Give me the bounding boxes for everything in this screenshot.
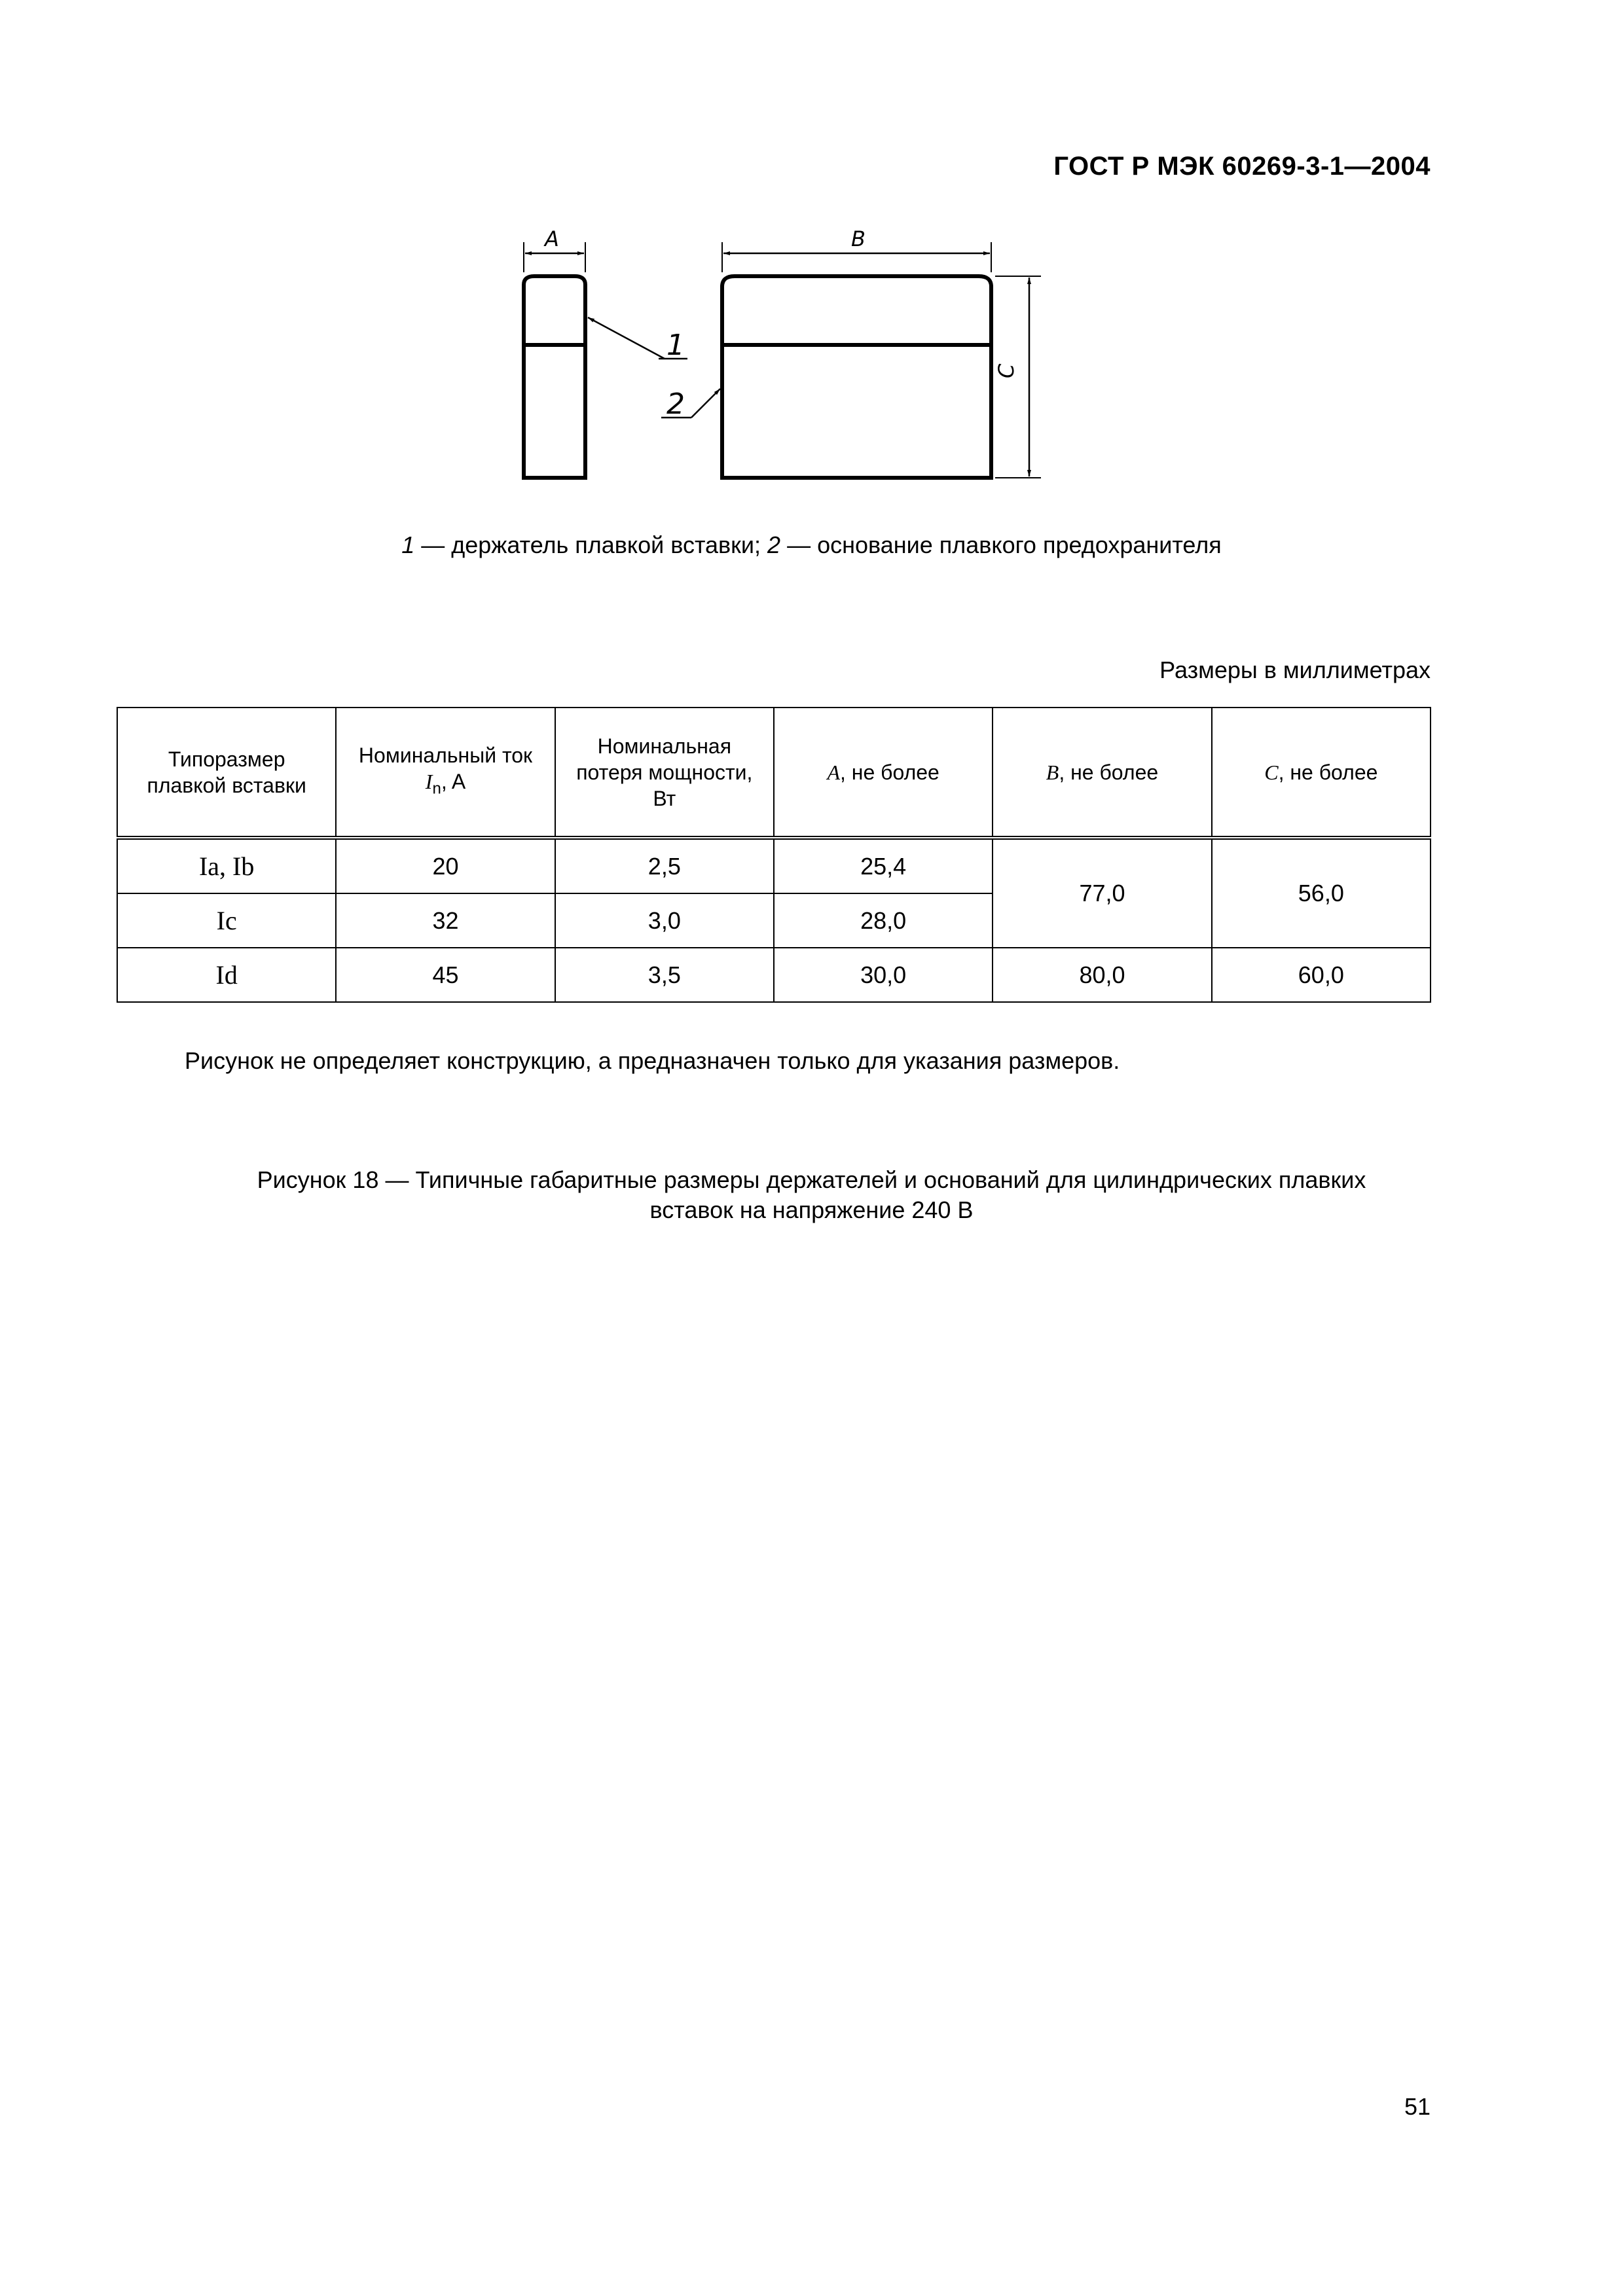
header-b-text: , не более <box>1059 760 1159 784</box>
cell-b: 80,0 <box>993 948 1211 1002</box>
header-b <box>993 708 1211 838</box>
header-current-unit: , A <box>441 769 466 793</box>
header-current <box>336 708 555 838</box>
header-power <box>555 708 774 838</box>
legend-text-2: — основание плавкого предохранителя <box>780 531 1222 558</box>
header-current-line1: Номинальный ток <box>358 743 533 767</box>
cell-current: 20 <box>336 838 555 893</box>
header-size-line2: плавкой вставки <box>147 773 306 797</box>
cell-a: 28,0 <box>774 893 993 948</box>
caption-line-2: вставок на напряжение 240 В <box>649 1196 974 1223</box>
header-size <box>117 708 336 838</box>
header-a <box>774 708 993 838</box>
header-current-symbol: I <box>425 769 433 793</box>
cell-current: 45 <box>336 948 555 1002</box>
table-row <box>117 948 1431 1002</box>
cell-size: Id <box>117 948 336 1002</box>
figure-note: Рисунок не определяет конструкцию, а предназначен только для указания размеров. <box>185 1047 1120 1074</box>
legend-number-2: 2 <box>767 531 781 558</box>
cell-c: 60,0 <box>1212 948 1431 1002</box>
marker-2-leader <box>691 389 720 418</box>
header-size-line1: Типоразмер <box>168 747 285 771</box>
cell-c-merged: 56,0 <box>1212 838 1431 948</box>
header-current-subscript: n <box>432 780 441 798</box>
dimension-a-label: A <box>545 226 559 251</box>
marker-2-label: 2 <box>666 387 685 421</box>
legend-number-1: 1 <box>401 531 415 558</box>
dimensions-table <box>117 707 1431 1003</box>
cell-size: Ic <box>117 893 336 948</box>
cell-a: 30,0 <box>774 948 993 1002</box>
fuse-base-outline <box>722 276 991 478</box>
header-a-symbol: A <box>827 760 840 784</box>
dimension-c-label: C <box>994 363 1019 378</box>
table-row <box>117 838 1431 893</box>
cell-current: 32 <box>336 893 555 948</box>
table-header-row <box>117 708 1431 838</box>
dimension-drawing <box>498 216 1061 491</box>
page-number: 51 <box>1404 2093 1431 2120</box>
cell-power: 2,5 <box>555 838 774 893</box>
header-power-line3: Вт <box>653 786 676 810</box>
figure-caption <box>0 1165 1623 1225</box>
cell-a: 25,4 <box>774 838 993 893</box>
caption-line-1: Рисунок 18 — Типичные габаритные размеры держателей и оснований для цилиндрических плавких <box>257 1166 1366 1193</box>
cell-b-merged: 77,0 <box>993 838 1211 948</box>
header-power-line2: потеря мощности, <box>576 760 753 784</box>
header-c-symbol: C <box>1264 760 1279 784</box>
dimension-b-label: B <box>851 226 866 251</box>
cell-size: Ia, Ib <box>117 838 336 893</box>
header-b-symbol: B <box>1046 760 1059 784</box>
marker-1-leader <box>588 317 665 359</box>
cell-power: 3,5 <box>555 948 774 1002</box>
document-standard-header: ГОСТ Р МЭК 60269-3-1—2004 <box>1053 152 1431 181</box>
fuse-holder-outline <box>524 276 585 478</box>
legend-text-1: — держатель плавкой вставки; <box>414 531 768 558</box>
figure-legend <box>0 531 1623 559</box>
header-a-text: , не более <box>840 760 939 784</box>
marker-1-label: 1 <box>666 329 685 362</box>
header-c-text: , не более <box>1278 760 1378 784</box>
cell-power: 3,0 <box>555 893 774 948</box>
units-note: Размеры в миллиметрах <box>1159 656 1431 683</box>
header-power-line1: Номинальная <box>597 734 732 758</box>
header-c <box>1212 708 1431 838</box>
